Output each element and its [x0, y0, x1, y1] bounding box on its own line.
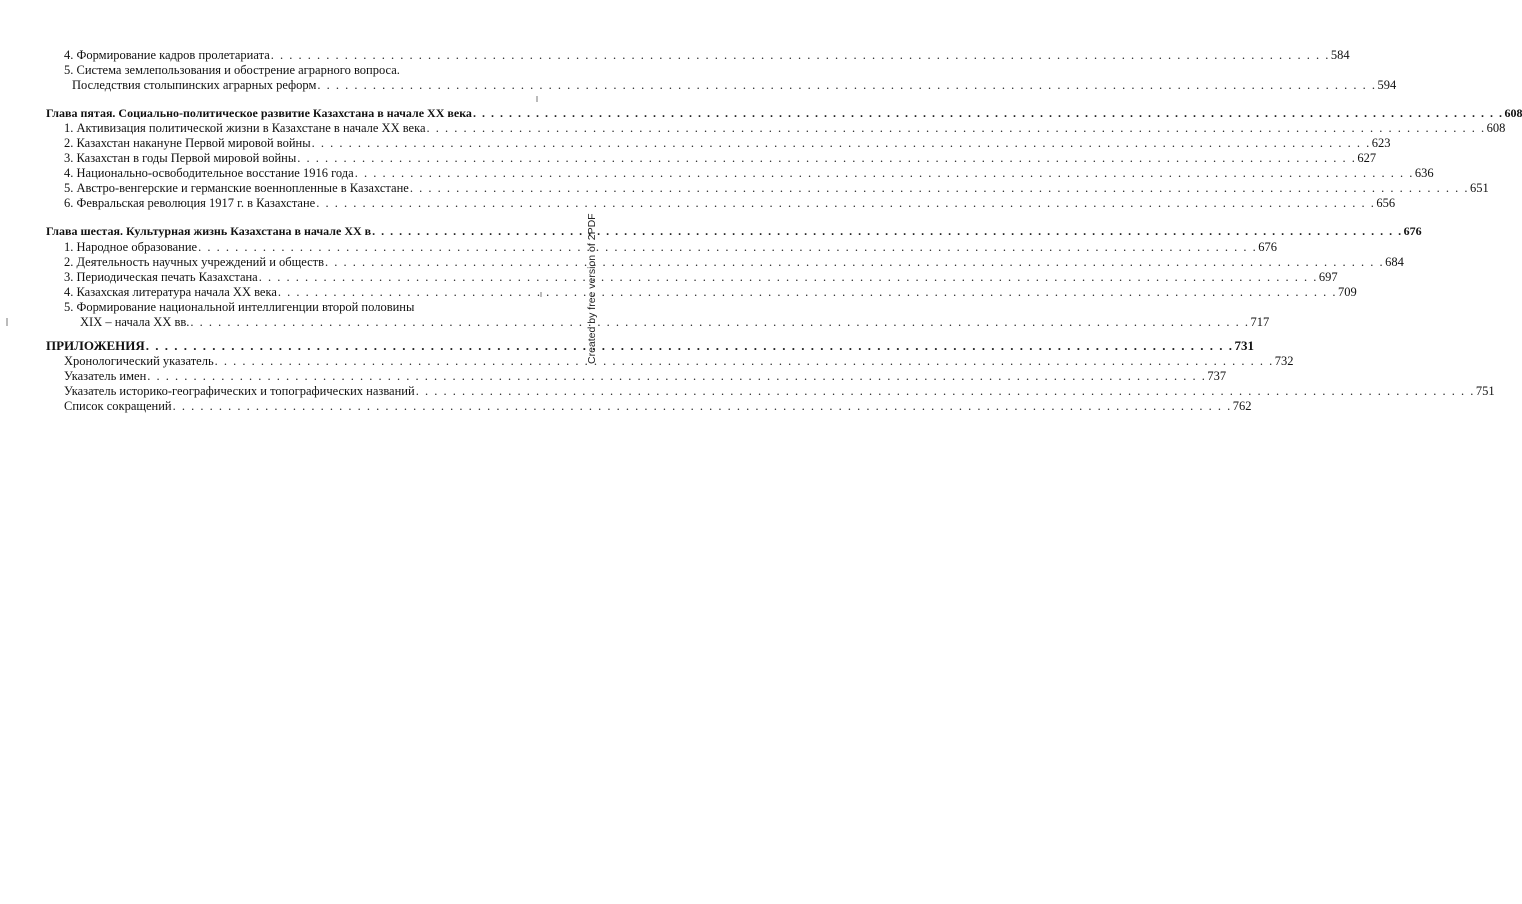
toc-entry-page: 623 — [1371, 136, 1391, 150]
toc-entry — [46, 270, 1338, 285]
toc-entry-page: 651 — [1469, 181, 1489, 195]
toc-entry-page: 751 — [1475, 384, 1495, 398]
dot-leader — [173, 399, 1232, 414]
toc-entry — [46, 78, 1397, 93]
toc-entry-page: 697 — [1318, 270, 1338, 284]
toc-entry-title: Указатель имен — [64, 369, 147, 383]
toc-entry — [46, 240, 1277, 255]
appendix-title: ПРИЛОЖЕНИЯ — [46, 338, 145, 353]
dot-leader — [416, 384, 1475, 399]
toc-entry — [46, 166, 1434, 181]
chapter-heading — [46, 106, 1522, 121]
dot-leader — [190, 315, 1249, 330]
dot-leader — [473, 106, 1504, 121]
dot-leader — [198, 240, 1257, 255]
dot-leader — [215, 354, 1274, 369]
toc-entry-page: 608 — [1486, 121, 1506, 135]
toc-entry-page: 584 — [1330, 48, 1350, 62]
scan-mark — [6, 318, 8, 326]
toc-entry-page: 656 — [1376, 196, 1396, 210]
toc-entry-title: 2. Казахстан накануне Первой мировой войны — [64, 136, 311, 150]
toc-entry-page: 627 — [1357, 151, 1377, 165]
toc-entry-title: 3. Казахстан в годы Первой мировой войны — [64, 151, 297, 165]
toc-entry-title: 4. Формирование кадров пролетариата — [64, 48, 270, 62]
toc-entry-page: 737 — [1207, 369, 1227, 383]
toc-entry-title: Указатель историко-географических и топографических названий — [64, 384, 415, 398]
toc-entry-title: 5. Формирование национальной интеллигенции второй половины — [64, 300, 415, 314]
chapter-heading — [46, 224, 1422, 239]
toc-entry-title: Хронологический указатель — [64, 354, 214, 368]
toc-entry — [46, 48, 1350, 63]
dot-leader — [259, 270, 1318, 285]
dot-leader — [278, 285, 1337, 300]
toc-entry-title: 4. Казахская литература начала XX века — [64, 285, 277, 299]
dot-leader — [297, 151, 1356, 166]
toc-entry — [46, 181, 1489, 196]
dot-leader — [146, 338, 1234, 353]
dot-leader — [355, 166, 1414, 181]
toc-entry-title: 1. Активизация политической жизни в Казахстане в начале XX века — [64, 121, 426, 135]
dot-leader — [317, 78, 1376, 93]
chapter-title: Глава пятая. Социально-политическое развитие Казахстана в начале XX века — [46, 106, 472, 120]
toc-entry-page: 684 — [1385, 255, 1404, 269]
toc-entry-title: 4. Национально-освободительное восстание 1916 года — [64, 166, 354, 180]
chapter-page: 676 — [1403, 224, 1422, 238]
toc-entry — [46, 136, 1391, 151]
toc-entry — [46, 151, 1377, 166]
toc-entry — [46, 399, 1252, 414]
dot-leader — [316, 196, 1375, 211]
toc-entry-page: 762 — [1232, 399, 1252, 413]
toc-entry — [46, 285, 1357, 300]
scan-mark — [536, 96, 538, 102]
toc-entry-title: XIX – начала XX вв. — [80, 315, 190, 329]
toc-entry — [46, 369, 1227, 384]
toc-entry — [46, 315, 1270, 330]
toc-entry-page: 676 — [1258, 240, 1277, 254]
toc-entry-title: 1. Народное образование — [64, 240, 198, 254]
dot-leader — [372, 224, 1403, 239]
toc-entry-title: 3. Периодическая печать Казахстана — [64, 270, 258, 284]
toc-entry — [46, 196, 1396, 211]
watermark-text: Created by free version of 2PDF — [586, 213, 598, 364]
dot-leader — [427, 121, 1486, 136]
watermark — [586, 214, 602, 364]
toc-entry-title: Список сокращений — [64, 399, 172, 413]
toc-entry — [46, 121, 1506, 136]
toc-entry-page: 717 — [1250, 315, 1270, 329]
dot-leader — [410, 181, 1469, 196]
toc-entry-title: 5. Австро-венгерские и германские военнопленные в Казахстане — [64, 181, 409, 195]
toc-entry-page: 594 — [1377, 78, 1397, 92]
toc-entry-page: 636 — [1414, 166, 1434, 180]
dot-leader — [312, 136, 1371, 151]
scan-mark — [540, 292, 542, 297]
toc-entry-title: Последствия столыпинских аграрных реформ — [72, 78, 317, 92]
appendix-page: 731 — [1234, 338, 1255, 353]
dot-leader — [271, 48, 1330, 63]
toc-entry-title: 6. Февральская революция 1917 г. в Казахстане — [64, 196, 316, 210]
appendix-heading — [46, 338, 1255, 353]
toc-entry — [46, 384, 1495, 399]
toc-entry-title: 2. Деятельность научных учреждений и обществ — [64, 255, 325, 269]
toc-entry-page: 709 — [1338, 285, 1357, 299]
toc-entry — [46, 354, 1294, 369]
toc-entry-page: 732 — [1274, 354, 1294, 368]
toc-entry — [46, 255, 1404, 270]
toc-entry-title: 5. Система землепользования и обострение аграрного вопроса. — [64, 63, 400, 77]
dot-leader — [325, 255, 1384, 270]
chapter-title: Глава шестая. Культурная жизнь Казахстана в начале XX в — [46, 224, 372, 238]
chapter-page: 608 — [1504, 106, 1522, 120]
dot-leader — [147, 369, 1206, 384]
